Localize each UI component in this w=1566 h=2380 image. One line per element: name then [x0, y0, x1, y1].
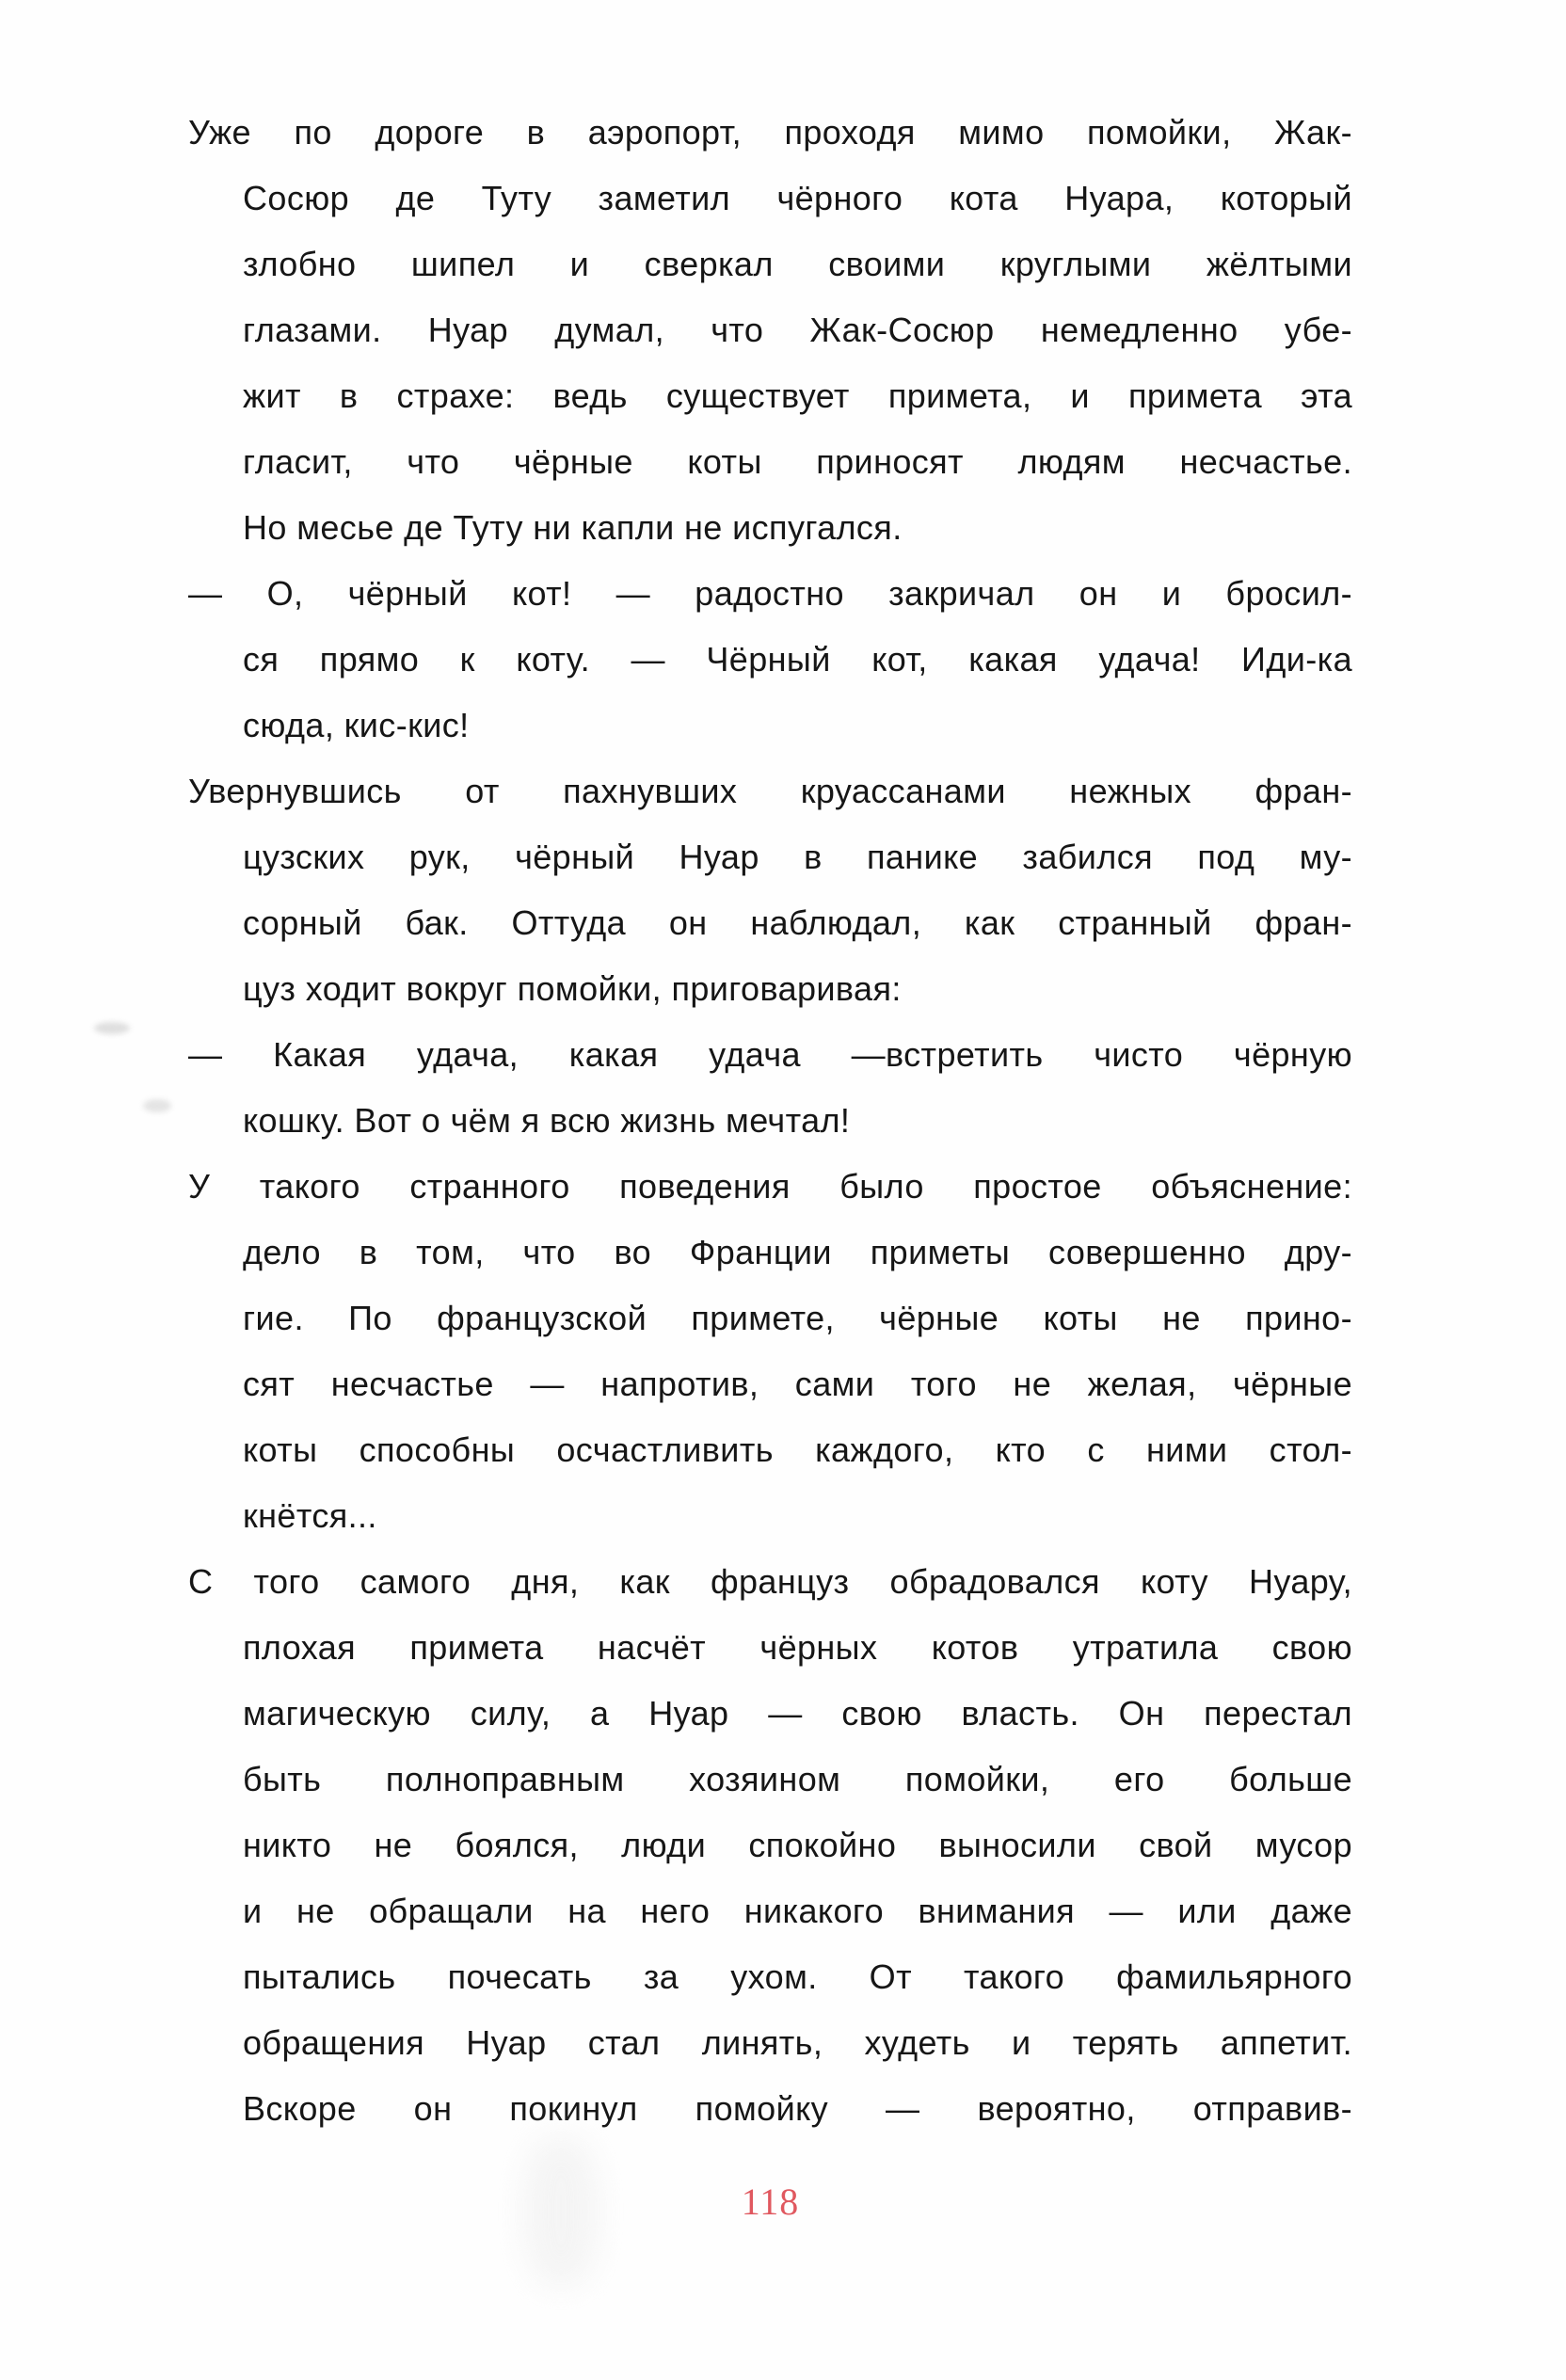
- text-line: Но месье де Туту ни капли не испугался.: [243, 508, 903, 547]
- text-line: плохая примета насчёт чёрных котов утратила свою: [243, 1628, 1352, 1667]
- text-line: гласит, что чёрные коты приносят людям несчастье.: [243, 442, 1352, 481]
- paragraph: [188, 1022, 1352, 1154]
- text-line: кнётся...: [243, 1496, 377, 1535]
- text-line: цуз ходит вокруг помойки, приговаривая:: [243, 969, 902, 1008]
- text-line: С того самого дня, как француз обрадовался коту Нуару,: [188, 1562, 1352, 1601]
- text-line: злобно шипел и сверкал своими круглыми жёлтыми: [243, 245, 1352, 283]
- text-line: — О, чёрный кот! — радостно закричал он и бросил-: [188, 574, 1352, 613]
- text-line: магическую силу, а Нуар — свою власть. Он перестал: [243, 1694, 1352, 1733]
- text-line: глазами. Нуар думал, что Жак-Сосюр немедленно убе-: [243, 311, 1352, 349]
- text-line: сорный бак. Оттуда он наблюдал, как странный фран-: [243, 903, 1352, 942]
- text-line: быть полноправным хозяином помойки, его больше: [243, 1760, 1352, 1798]
- text-line: пытались почесать за ухом. От такого фамильярного: [243, 1957, 1352, 1996]
- paragraph: [188, 759, 1352, 1022]
- paragraph: [188, 561, 1352, 759]
- paragraph: [188, 100, 1352, 561]
- text-line: Вскоре он покинул помойку — вероятно, отправив-: [243, 2089, 1352, 2128]
- text-line: кошку. Вот о чём я всю жизнь мечтал!: [243, 1101, 851, 1140]
- text-line: цузских рук, чёрный Нуар в панике забился под му-: [243, 838, 1352, 876]
- paragraph: [188, 1154, 1352, 1549]
- scan-smudge: [143, 1099, 171, 1112]
- text-line: и не обращали на него никакого внимания — или даже: [243, 1892, 1352, 1930]
- text-line: Увернувшись от пахнувших круассанами нежных фран-: [188, 772, 1352, 810]
- text-line: обращения Нуар стал линять, худеть и терять аппетит.: [243, 2023, 1352, 2062]
- text-line: Сосюр де Туту заметил чёрного кота Нуара, который: [243, 179, 1352, 217]
- text-line: коты способны осчастливить каждого, кто с ними стол-: [243, 1430, 1352, 1469]
- text-line: дело в том, что во Франции приметы совершенно дру-: [243, 1233, 1352, 1271]
- paragraph: [188, 1549, 1352, 2142]
- text-line: У такого странного поведения было простое объяснение:: [188, 1167, 1352, 1206]
- text-line: сюда, кис-кис!: [243, 706, 470, 744]
- text-line: сят несчастье — напротив, сами того не желая, чёрные: [243, 1365, 1352, 1403]
- page-number: 118: [741, 2180, 800, 2223]
- text-line: гие. По французской примете, чёрные коты не прино-: [243, 1299, 1352, 1337]
- page-text: [188, 100, 1352, 2142]
- text-line: никто не боялся, люди спокойно выносили свой мусор: [243, 1826, 1352, 1864]
- text-line: жит в страхе: ведь существует примета, и примета эта: [243, 376, 1352, 415]
- scan-smudge: [94, 1022, 130, 1034]
- text-line: — Какая удача, какая удача —встретить чисто чёрную: [188, 1035, 1352, 1074]
- text-line: ся прямо к коту. — Чёрный кот, какая удача! Иди-ка: [243, 640, 1352, 679]
- text-line: Уже по дороге в аэропорт, проходя мимо помойки, Жак-: [188, 113, 1352, 152]
